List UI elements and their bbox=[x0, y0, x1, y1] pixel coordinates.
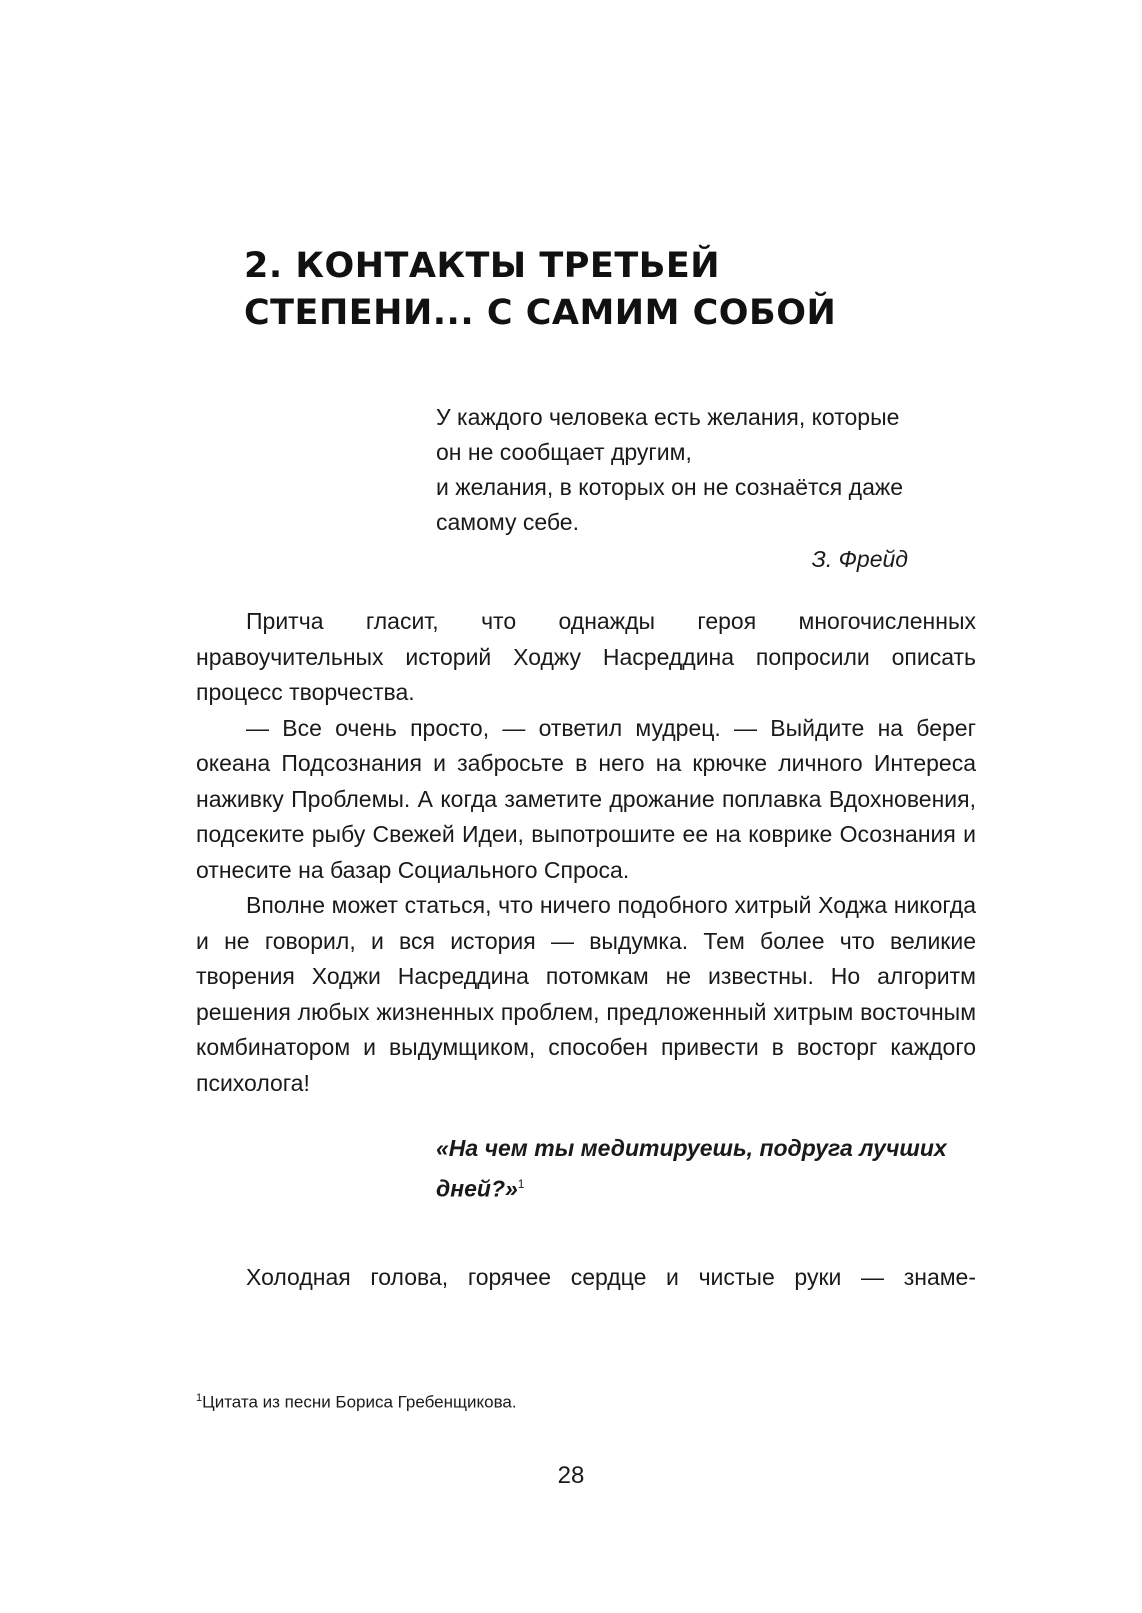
body-text bbox=[196, 604, 976, 1101]
epigraph bbox=[436, 400, 956, 577]
subheading-text: «На чем ты медитируешь, подруга лучших дней?» bbox=[436, 1135, 947, 1202]
body-text-continued bbox=[196, 1260, 976, 1296]
footnote bbox=[196, 1386, 976, 1415]
epigraph-line: самому себе. bbox=[436, 509, 579, 535]
footnote-mark: 1 bbox=[196, 1392, 203, 1404]
epigraph-line: и желания, в которых он не сознаётся даже bbox=[436, 474, 904, 500]
page-number: 28 bbox=[557, 1462, 585, 1489]
epigraph-line: он не сообщает другим, bbox=[436, 439, 692, 465]
paragraph: Холодная голова, горячее сердце и чистые руки — знаме- bbox=[246, 1264, 976, 1290]
epigraph-author: З. Фрейд bbox=[811, 546, 908, 572]
chapter-title-line-1: 2. КОНТАКТЫ ТРЕТЬЕЙ bbox=[244, 246, 721, 286]
chapter-title bbox=[244, 243, 944, 337]
paragraph: Вполне может статься, что ничего подобного хитрый Ходжа никогда и не говорил, и вся история — выдумка. Тем более что великие творения Ходжи Насреддина потомкам не известны. Но алгоритм решения любых жизненных проблем, предложенный хитрым восточным комбинатором и выдумщиком, способен привести в восторг каждого психолога! bbox=[196, 892, 976, 1096]
paragraph: — Все очень просто, — ответил мудрец. — Выйдите на берег океана Подсознания и забросьте в него на крючке личного Интереса наживку Проблемы. А когда заметите дрожание поплавка Вдохновения, подсеките рыбу Свежей Идеи, выпотрошите ее на коврике Осознания и отнесите на базар Социального Спроса. bbox=[196, 714, 976, 883]
footnote-reference[interactable]: 1 bbox=[517, 1177, 525, 1191]
footnote-text: Цитата из песни Бориса Гребенщикова. bbox=[202, 1392, 517, 1412]
chapter-title-line-2: СТЕПЕНИ... С САМИМ СОБОЙ bbox=[244, 293, 837, 333]
paragraph: Притча гласит, что однажды героя многочисленных нравоучительных историй Ходжу Насреддина попросили описать процесс творчества. bbox=[196, 608, 976, 705]
epigraph-line: У каждого человека есть желания, которые bbox=[436, 404, 900, 430]
section-subheading bbox=[436, 1130, 956, 1207]
